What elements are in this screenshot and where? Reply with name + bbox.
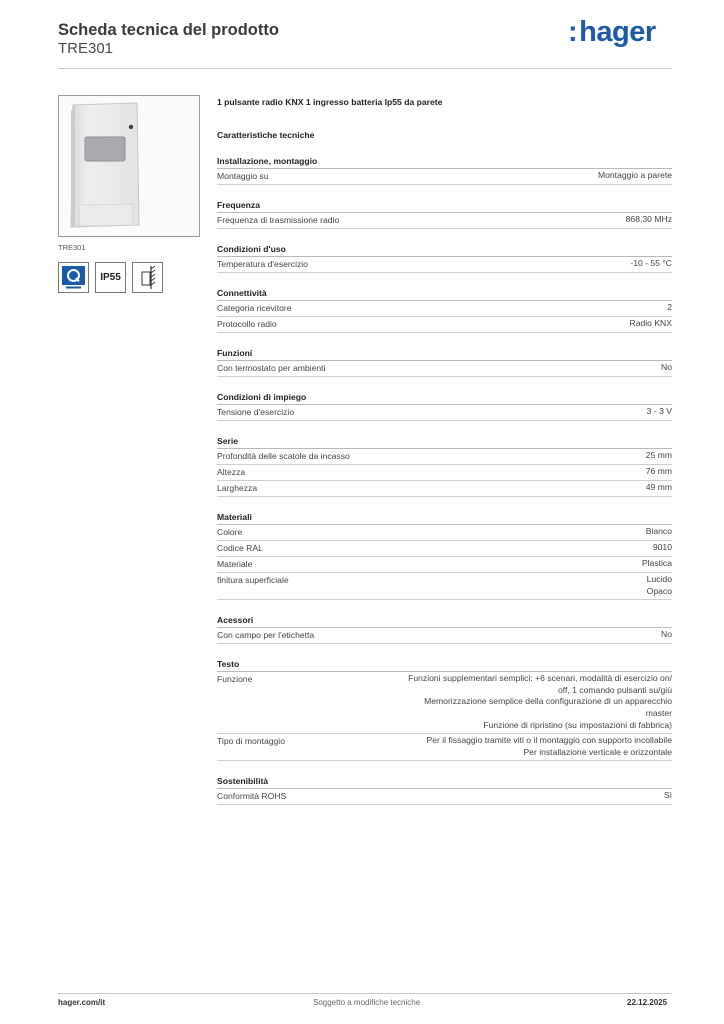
spec-label: Colore	[217, 527, 243, 537]
spec-label: finitura superficiale	[217, 575, 289, 585]
section-title: Condizioni d'uso	[217, 243, 672, 257]
section-title: Frequenza	[217, 199, 672, 213]
spec-value: Per installazione verticale e orizzontale	[523, 746, 672, 757]
ip-rating-label: IP55	[100, 272, 121, 283]
spec-value: 9010	[652, 542, 672, 552]
header-divider	[58, 68, 672, 69]
spec-label: Larghezza	[217, 483, 258, 493]
spec-value: Memorizzazione semplice della configurazione di un apparecchio	[424, 696, 672, 707]
spec-row	[217, 541, 672, 557]
spec-values	[367, 526, 672, 538]
spec-value: Funzione di ripristino (su impostazioni di fabbrica)	[483, 719, 672, 730]
spec-values	[367, 735, 672, 758]
spec-values	[367, 482, 672, 494]
spec-row	[217, 672, 672, 734]
spec-section	[217, 243, 672, 273]
spec-section	[217, 199, 672, 229]
spec-values	[367, 790, 672, 802]
spec-label: Montaggio su	[217, 171, 269, 181]
spec-value: Sì	[663, 790, 672, 801]
section-title: Materiali	[217, 511, 672, 525]
spec-values	[367, 542, 672, 554]
spec-values	[367, 558, 672, 570]
spec-value: Funzioni supplementari semplici: +6 scenari, modalità di esercizio on/	[408, 673, 672, 684]
product-description: 1 pulsante radio KNX 1 ingresso batteria Ip55 da parete	[217, 97, 443, 107]
header	[58, 20, 279, 58]
spec-value: No	[661, 362, 672, 372]
spec-section	[217, 287, 672, 333]
spec-row	[217, 481, 672, 497]
spec-label: Tensione d'esercizio	[217, 407, 295, 417]
spec-section	[217, 435, 672, 497]
spec-value: -10 - 55 °C	[630, 258, 672, 268]
spec-value: Plastica	[641, 558, 672, 568]
spec-row	[217, 449, 672, 465]
spec-row	[217, 734, 672, 761]
spec-values	[367, 362, 672, 374]
section-title: Serie	[217, 435, 672, 449]
section-title: Condizioni di impiego	[217, 391, 672, 405]
spec-sheet	[217, 95, 672, 805]
image-caption: TRE301	[58, 243, 86, 252]
logo-text: hager	[579, 16, 656, 48]
spec-value: 76 mm	[645, 466, 672, 476]
page-title: Scheda tecnica del prodotto	[58, 21, 279, 39]
spec-row	[217, 525, 672, 541]
spec-row	[217, 301, 672, 317]
spec-row	[217, 213, 672, 229]
specs-heading: Caratteristiche tecniche	[217, 130, 315, 140]
section-title: Testo	[217, 658, 672, 672]
spec-row	[217, 257, 672, 273]
hager-logo: :hager	[568, 16, 656, 48]
spec-label: Frequenza di trasmissione radio	[217, 215, 340, 225]
spec-row	[217, 405, 672, 421]
footer-notice: Soggetto a modifiche tecniche	[313, 998, 421, 1007]
quality-certification-icon	[58, 262, 89, 293]
spec-label: Temperatura d'esercizio	[217, 259, 308, 269]
section-title: Acessori	[217, 614, 672, 628]
spec-section	[217, 391, 672, 421]
spec-row	[217, 573, 672, 600]
section-title: Funzioni	[217, 347, 672, 361]
spec-section	[217, 614, 672, 644]
spec-value: off, 1 comando pulsanti su/giù	[557, 684, 672, 695]
spec-value: Radio KNX	[629, 318, 672, 328]
spec-value: No	[661, 629, 672, 640]
spec-values	[367, 258, 672, 270]
wall-push-button-illustration	[67, 101, 145, 229]
spec-values	[367, 629, 672, 641]
spec-row	[217, 628, 672, 644]
spec-values	[367, 406, 672, 418]
spec-row	[217, 789, 672, 805]
ip55-icon	[95, 262, 126, 293]
spec-values	[367, 302, 672, 314]
section-title: Installazione, montaggio	[217, 155, 672, 169]
spec-label: Profondità delle scatole da incasso	[217, 451, 350, 461]
spec-values	[367, 214, 672, 226]
product-image	[58, 95, 200, 237]
spec-values	[367, 318, 672, 330]
spec-value: 2	[667, 302, 672, 312]
spec-value: Lucido	[646, 574, 672, 584]
footer-date: 22.12.2025	[627, 998, 668, 1007]
spec-section	[217, 155, 672, 185]
spec-value: 3 - 3 V	[646, 406, 672, 416]
spec-section	[217, 775, 672, 805]
footer-divider	[58, 993, 672, 994]
spec-label: Conformità ROHS	[217, 791, 287, 802]
spec-section	[217, 658, 672, 761]
spec-label: Con termostato per ambienti	[217, 363, 326, 373]
spec-section	[217, 347, 672, 377]
spec-label: Con campo per l'etichetta	[217, 630, 315, 641]
spec-value: Per il fissaggio tramite viti o il montaggio con supporto incollabile	[426, 735, 672, 746]
spec-value: Opaco	[646, 585, 672, 596]
spec-value: 49 mm	[645, 482, 672, 492]
spec-row	[217, 317, 672, 333]
product-code: TRE301	[58, 40, 114, 57]
section-title: Sostenibilità	[217, 775, 672, 789]
spec-values	[367, 466, 672, 478]
spec-values	[367, 673, 672, 731]
spec-label: Protocollo radio	[217, 319, 277, 329]
spec-label: Materiale	[217, 559, 253, 569]
spec-value: 25 mm	[645, 450, 672, 460]
spec-row	[217, 169, 672, 185]
spec-row	[217, 361, 672, 377]
spec-value: Montaggio a parete	[597, 170, 672, 180]
spec-values	[367, 170, 672, 182]
spec-row	[217, 465, 672, 481]
wall-mount-icon	[132, 262, 163, 293]
spec-values	[367, 574, 672, 597]
spec-value: master	[645, 707, 672, 718]
spec-value: Bianco	[645, 526, 672, 536]
spec-values	[367, 450, 672, 462]
spec-label: Categoria ricevitore	[217, 303, 292, 313]
spec-label: Codice RAL	[217, 543, 263, 553]
spec-sections	[217, 155, 672, 805]
spec-label: Tipo di montaggio	[217, 736, 285, 747]
spec-value: 868,30 MHz	[625, 214, 672, 224]
footer-website[interactable]: hager.com/it	[58, 998, 106, 1007]
section-title: Connettività	[217, 287, 672, 301]
spec-row	[217, 557, 672, 573]
spec-label: Altezza	[217, 467, 246, 477]
spec-section	[217, 511, 672, 600]
spec-label: Funzione	[217, 674, 253, 685]
